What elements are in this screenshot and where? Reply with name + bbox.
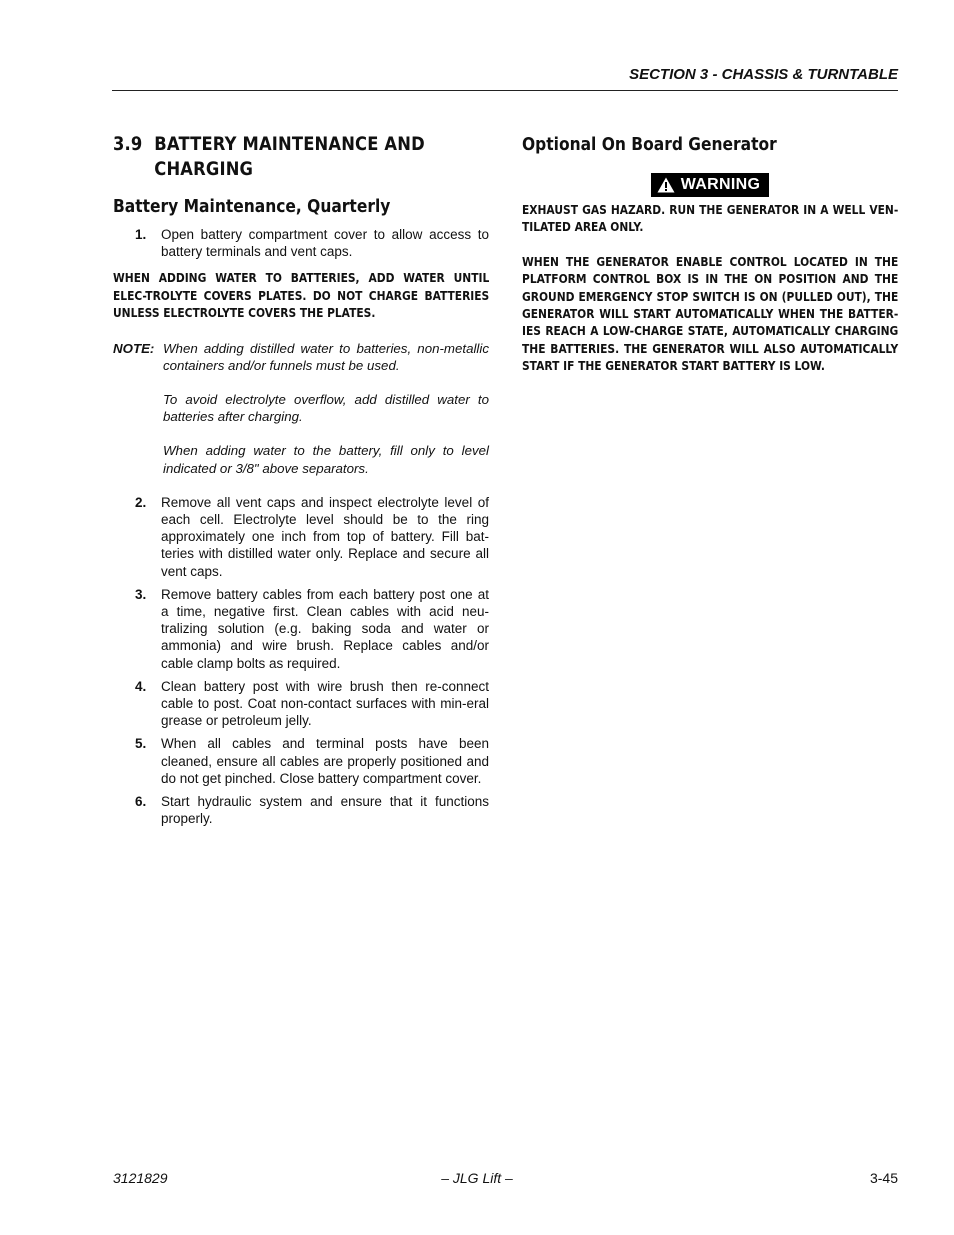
note-block	[113, 340, 489, 477]
step-text: Open battery compartment cover to allow access to battery terminals and vent caps.	[161, 227, 489, 260]
section-title-line1: BATTERY MAINTENANCE AND	[154, 133, 425, 155]
section-heading	[113, 132, 436, 182]
step-text: Remove battery cables from each battery post one at a time, negative first. Clean cables with acid neu-tralizing solution (e.g. baking soda and water or ammonia) and wire brush. Replace cables and/or cable clamp bolts as required.	[161, 586, 489, 671]
step-number: 4.	[135, 678, 147, 694]
note-paragraph: To avoid electrolyte overflow, add distilled water to batteries after charging.	[163, 392, 489, 425]
subheading: Battery Maintenance, Quarterly	[113, 196, 391, 217]
warning-text: EXHAUST GAS HAZARD. RUN THE GENERATOR IN A WELL VEN-TILATED AREA ONLY.	[522, 203, 899, 235]
step-item	[113, 735, 489, 787]
step-item	[113, 226, 489, 260]
left-column	[113, 132, 489, 828]
footer-brand: – JLG Lift –	[441, 1170, 513, 1186]
warning-banner	[651, 173, 769, 197]
warning-banner-wrap	[522, 173, 898, 198]
step-text: When all cables and terminal posts have been cleaned, ensure all cables are properly positioned and do not get pinched. Close battery compartment cover.	[161, 736, 489, 786]
step-item	[113, 494, 489, 580]
step-item	[113, 586, 489, 672]
warning-text: WHEN THE GENERATOR ENABLE CONTROL LOCATED IN THE PLATFORM CONTROL BOX IS IN THE ON POSITION AND THE GROUND EMERGENCY STOP SWITCH IS ON (PULLED OUT), THE GENERATOR WILL START AUTOMATICALLY WHEN THE BATTER-IES REACH A LOW-CHARGE STATE, AUTOMATICALLY CHARGING THE BATTERIES. THE GENERATOR WILL ALSO AUTOMATICALLY START IF THE GENERATOR START BATTERY IS LOW.	[522, 254, 899, 374]
header-divider	[112, 90, 898, 91]
step-number: 5.	[135, 736, 147, 752]
caution-text: WHEN ADDING WATER TO BATTERIES, ADD WATER UNTIL ELEC-TROLYTE COVERS PLATES. DO NOT CHARGE BATTERIES UNLESS ELECTROLYTE COVERS THE PLATES.	[113, 271, 490, 321]
step-number: 2.	[135, 494, 147, 510]
step-item	[113, 678, 489, 730]
step-text: Start hydraulic system and ensure that it functions properly.	[161, 794, 489, 827]
note-label: NOTE:	[113, 340, 155, 356]
step-number: 3.	[135, 586, 147, 602]
right-column	[522, 132, 898, 376]
note-paragraph: When adding water to the battery, fill only to level indicated or 3/8" above separators.	[163, 443, 489, 476]
step-text: Clean battery post with wire brush then re-connect cable to post. Coat non-contact surfaces with min-eral grease or petroleum jelly.	[161, 678, 489, 729]
warning-triangle-icon	[657, 177, 675, 193]
step-item	[113, 793, 489, 827]
warning-label: WARNING	[680, 176, 761, 193]
step-number: 6.	[135, 794, 147, 810]
page-number: 3-45	[869, 1170, 898, 1186]
section-title-line2: CHARGING	[154, 158, 254, 180]
generator-heading: Optional On Board Generator	[522, 134, 777, 155]
section-number: 3.9	[113, 133, 143, 155]
step-number: 1.	[135, 227, 147, 242]
document-number: 3121829	[113, 1170, 168, 1186]
note-paragraph: When adding distilled water to batteries, non-metallic containers and/or funnels must be used.	[163, 340, 489, 373]
section-header: SECTION 3 - CHASSIS & TURNTABLE	[629, 66, 898, 83]
step-text: Remove all vent caps and inspect electrolyte level of each cell. Electrolyte level should be to the ring approximately one inch from top of battery. Fill bat-teries with distilled water only. Replace and secure all vent caps.	[161, 494, 489, 579]
